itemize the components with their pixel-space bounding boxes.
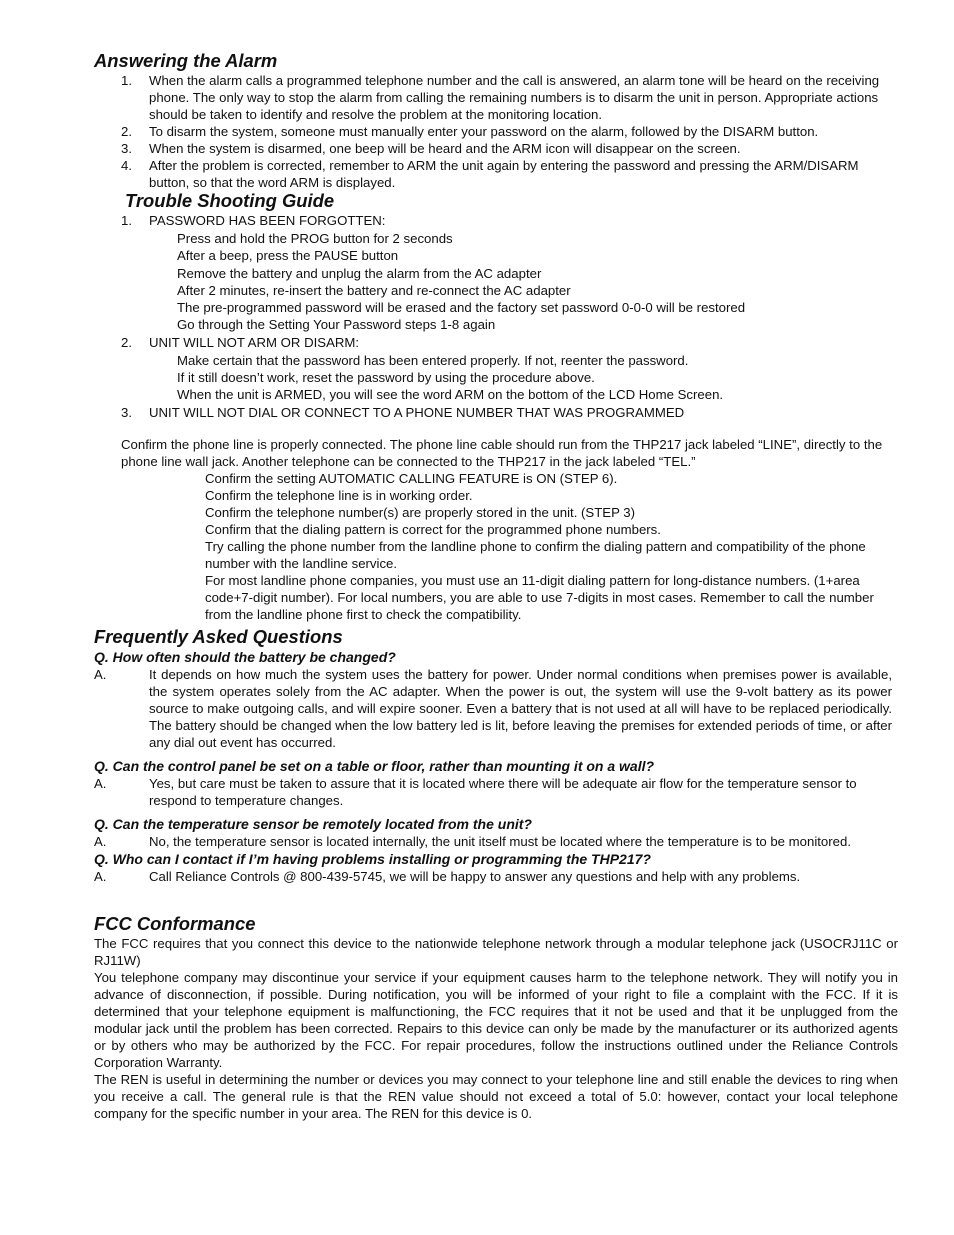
step-line: Press and hold the PROG button for 2 seconds — [177, 231, 453, 246]
list-item — [94, 334, 898, 351]
step-line: Confirm the telephone line is in working order. — [205, 487, 473, 503]
arm-steps — [94, 352, 898, 404]
faq-answer — [94, 666, 898, 751]
step-line: After 2 minutes, re-insert the battery and re-connect the AC adapter — [177, 282, 571, 298]
answering-alarm-heading: Answering the Alarm — [94, 50, 278, 71]
list-item — [94, 157, 892, 191]
faq-answer — [94, 868, 898, 885]
list-text: UNIT WILL NOT ARM OR DISARM: — [149, 334, 360, 350]
answer-label: A. — [94, 667, 107, 682]
answer-label: A. — [94, 776, 107, 791]
fcc-paragraph: You telephone company may discontinue your service if your equipment causes harm to the telephone network. They will notify you in advance of disconnection, if possible. During notification, you will be informed of your right to file a complaint with the FCC. If it is determined that your telephone equipment is malfunctioning, the FCC requires that it not be used and that it be unplugged from the modular jack until the problem has been corrected. Repairs to this device can only be made by the manufacturer or its authorized agents or by others who may be authorized by the FCC. For repair procedures, follow the instructions outlined under the Reliance Controls Corporation Warranty. — [94, 970, 898, 1070]
answer-text: It depends on how much the system uses the battery for power. Under normal conditions when premises power is available, the system operates solely from the AC adapter. When the power is out, the system will use the 9-volt battery as its power source to make outgoing calls, and will expire sooner. Even a battery that is not used at all will have to be replaced periodically. The battery should be changed when the low battery led is lit, before leaving the premises for extended periods of time, or after any dial out event has occurred. — [149, 667, 892, 750]
list-item — [94, 140, 892, 157]
password-steps — [94, 230, 898, 334]
list-item — [94, 123, 892, 140]
list-number: 3. — [121, 141, 132, 156]
fcc-paragraph: The REN is useful in determining the number or devices you may connect to your telephone line and still enable the devices to ring when you receive a call. The general rule is that the REN value should not exceed a total of 5.0: however, contact your local telephone company for the specific number in your area. The REN for this device is 0. — [94, 1072, 898, 1121]
list-number: 2. — [121, 124, 132, 139]
faq-answer — [94, 775, 898, 809]
trouble-shooting-section — [94, 190, 898, 623]
faq-question: Q. Can the temperature sensor be remotely located from the unit? — [94, 816, 532, 832]
answering-alarm-section — [94, 50, 898, 191]
step-line: If it still doesn’t work, reset the password by using the procedure above. — [177, 370, 595, 386]
step-line: Try calling the phone number from the landline phone to confirm the dialing pattern and compatibility of the phone number with the landline service. — [205, 538, 866, 571]
list-text: When the alarm calls a programmed telephone number and the call is answered, an alarm tone will be heard on the receiving phone. The only way to stop the alarm from calling the remaining numbers is to disarm the unit in person. Appropriate actions should be taken to identify and resolve the problem at the monitoring location. — [149, 73, 880, 122]
faq-question: Q. How often should the battery be changed? — [94, 649, 396, 665]
answer-text: Call Reliance Controls @ 800-439-5745, we will be happy to answer any questions and help with any problems. — [149, 869, 801, 884]
list-text: UNIT WILL NOT DIAL OR CONNECT TO A PHONE NUMBER THAT WAS PROGRAMMED — [149, 404, 685, 420]
faq-answer — [94, 833, 898, 850]
step-line: The pre-programmed password will be erased and the factory set password 0-0-0 will be restored — [177, 300, 746, 316]
phone-line-paragraph: Confirm the phone line is properly connected. The phone line cable should run from the THP217 jack labeled “LINE”, directly to the phone line wall jack. Another telephone can be connected to the THP217 in the jack labeled “TEL.” — [121, 436, 883, 469]
step-line: For most landline phone companies, you must use an 11-digit dialing pattern for long-distance numbers. (1+area code+7-digit number). For local numbers, you are able to use 7-digits in most cases. Remember to call the number from the landline phone first to check the compatibility. — [205, 572, 874, 622]
answer-label: A. — [94, 869, 107, 884]
step-line: Go through the Setting Your Password steps 1-8 again — [177, 317, 496, 333]
step-line: Confirm that the dialing pattern is correct for the programmed phone numbers. — [205, 521, 661, 537]
answer-label: A. — [94, 834, 107, 849]
list-number: 1. — [121, 213, 132, 228]
step-line: Make certain that the password has been entered properly. If not, reenter the password. — [177, 352, 689, 368]
fcc-paragraph: The FCC requires that you connect this device to the nationwide telephone network through a modular telephone jack (USOCRJ11C or RJ11W) — [94, 936, 898, 968]
list-number: 2. — [121, 334, 132, 350]
answer-text: No, the temperature sensor is located internally, the unit itself must be located where the temperature is to be monitored. — [149, 834, 851, 849]
list-number: 4. — [121, 158, 132, 173]
list-number: 3. — [121, 404, 132, 420]
faq-heading: Frequently Asked Questions — [94, 626, 343, 647]
list-text: PASSWORD HAS BEEN FORGOTTEN: — [149, 213, 386, 228]
list-text: When the system is disarmed, one beep will be heard and the ARM icon will disappear on the screen. — [149, 141, 741, 156]
list-text: After the problem is corrected, remember to ARM the unit again by entering the password and pressing the ARM/DISARM button, so that the word ARM is displayed. — [149, 158, 859, 190]
answer-text: Yes, but care must be taken to assure that it is located where there will be adequate air flow for the temperature sensor to respond to temperature changes. — [149, 776, 857, 808]
trouble-shooting-heading: Trouble Shooting Guide — [125, 190, 335, 211]
list-text: To disarm the system, someone must manually enter your password on the alarm, followed by the DISARM button. — [149, 124, 819, 139]
list-number: 1. — [121, 73, 132, 88]
faq-section — [94, 626, 898, 885]
faq-question: Q. Can the control panel be set on a table or floor, rather than mounting it on a wall? — [94, 758, 655, 774]
step-line: Confirm the setting AUTOMATIC CALLING FEATURE is ON (STEP 6). — [205, 470, 618, 486]
step-line: Confirm the telephone number(s) are properly stored in the unit. (STEP 3) — [205, 504, 636, 520]
step-line: When the unit is ARMED, you will see the word ARM on the bottom of the LCD Home Screen. — [177, 387, 724, 403]
dial-steps — [94, 470, 898, 623]
step-line: Remove the battery and unplug the alarm from the AC adapter — [177, 265, 542, 281]
fcc-heading: FCC Conformance — [94, 913, 256, 934]
faq-question: Q. Who can I contact if I’m having problems installing or programming the THP217? — [94, 851, 651, 867]
list-item — [94, 212, 898, 229]
step-line: After a beep, press the PAUSE button — [177, 248, 399, 264]
fcc-section — [94, 913, 898, 1122]
list-item — [94, 404, 898, 421]
list-item — [94, 72, 892, 123]
alarm-list — [94, 72, 892, 191]
